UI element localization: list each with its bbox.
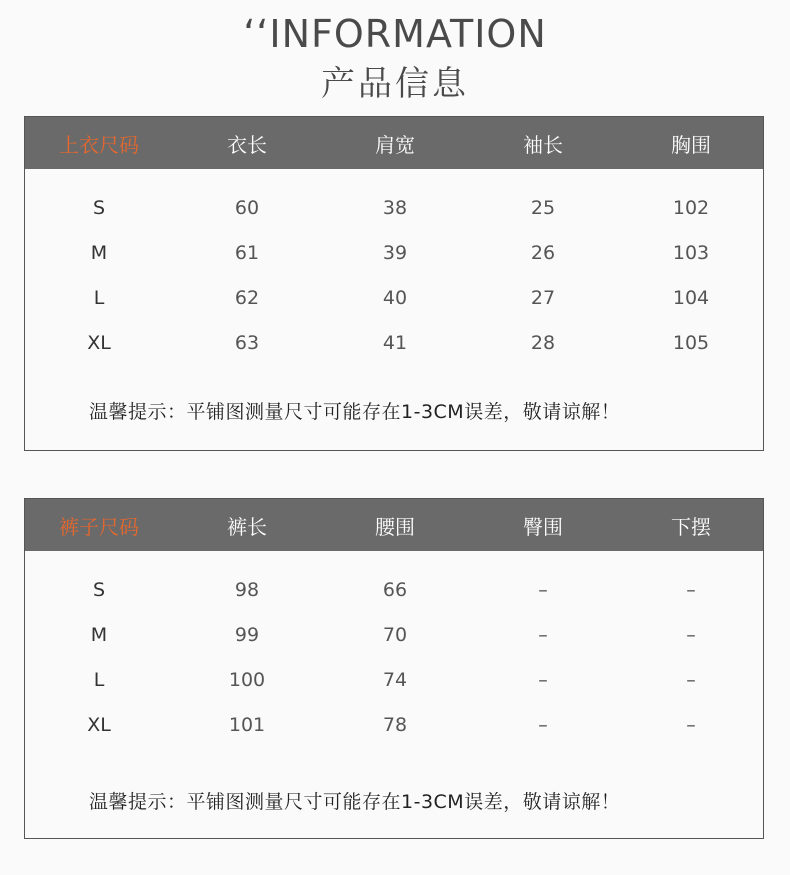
column-header-size: 裤子尺码 <box>59 514 139 539</box>
page-title-english: ‘‘INFORMATION <box>243 12 547 56</box>
value-cell: – <box>538 713 548 736</box>
value-cell: 62 <box>234 286 260 309</box>
value-cell: – <box>686 668 696 691</box>
column-header-hip: 臀围 <box>523 514 563 539</box>
pants-table-header <box>25 499 763 551</box>
column-header-chest: 胸围 <box>671 132 711 157</box>
size-cell: M <box>90 241 108 264</box>
column-header-length: 裤长 <box>227 514 267 539</box>
table-row <box>25 275 763 320</box>
column-header-hem: 下摆 <box>671 514 711 539</box>
value-cell: 60 <box>234 196 260 219</box>
value-cell: 105 <box>672 331 710 354</box>
table-row <box>25 567 763 612</box>
value-cell: 100 <box>228 668 266 691</box>
value-cell: 61 <box>234 241 260 264</box>
size-cell: L <box>93 668 105 691</box>
column-header-shoulder: 肩宽 <box>375 132 415 157</box>
value-cell: 39 <box>382 241 408 264</box>
size-cell: S <box>92 196 106 219</box>
column-header-length: 衣长 <box>227 132 267 157</box>
tops-table-header <box>25 117 763 169</box>
table-row <box>25 702 763 747</box>
value-cell: 104 <box>672 286 710 309</box>
value-cell: 66 <box>382 578 408 601</box>
pants-size-table <box>24 498 764 839</box>
size-cell: XL <box>87 713 111 736</box>
size-cell: S <box>92 578 106 601</box>
value-cell: 27 <box>530 286 556 309</box>
value-cell: – <box>538 668 548 691</box>
value-cell: 103 <box>672 241 710 264</box>
pants-table-body <box>25 551 763 747</box>
measurement-note: 温馨提示：平铺图测量尺寸可能存在1-3CM误差，敬请谅解！ <box>89 401 621 423</box>
value-cell: 26 <box>530 241 556 264</box>
value-cell: 41 <box>382 331 408 354</box>
value-cell: – <box>538 623 548 646</box>
value-cell: – <box>686 623 696 646</box>
table-row <box>25 230 763 275</box>
value-cell: 78 <box>382 713 408 736</box>
value-cell: 102 <box>672 196 710 219</box>
value-cell: – <box>538 578 548 601</box>
table-row <box>25 612 763 657</box>
value-cell: 99 <box>234 623 260 646</box>
tops-table-body <box>25 169 763 365</box>
table-row <box>25 657 763 702</box>
value-cell: 40 <box>382 286 408 309</box>
measurement-note: 温馨提示：平铺图测量尺寸可能存在1-3CM误差，敬请谅解！ <box>89 791 621 813</box>
value-cell: 63 <box>234 331 260 354</box>
column-header-sleeve: 袖长 <box>523 132 563 157</box>
value-cell: – <box>686 713 696 736</box>
page-title-chinese: 产品信息 <box>321 64 469 104</box>
value-cell: 70 <box>382 623 408 646</box>
tops-size-table <box>24 116 764 451</box>
value-cell: 74 <box>382 668 408 691</box>
value-cell: 28 <box>530 331 556 354</box>
column-header-size: 上衣尺码 <box>59 132 139 157</box>
value-cell: 101 <box>228 713 266 736</box>
size-cell: M <box>90 623 108 646</box>
table-row <box>25 185 763 230</box>
size-cell: L <box>93 286 105 309</box>
column-header-waist: 腰围 <box>375 514 415 539</box>
table-row <box>25 320 763 365</box>
value-cell: 98 <box>234 578 260 601</box>
value-cell: – <box>686 578 696 601</box>
value-cell: 25 <box>530 196 556 219</box>
size-cell: XL <box>87 331 111 354</box>
value-cell: 38 <box>382 196 408 219</box>
